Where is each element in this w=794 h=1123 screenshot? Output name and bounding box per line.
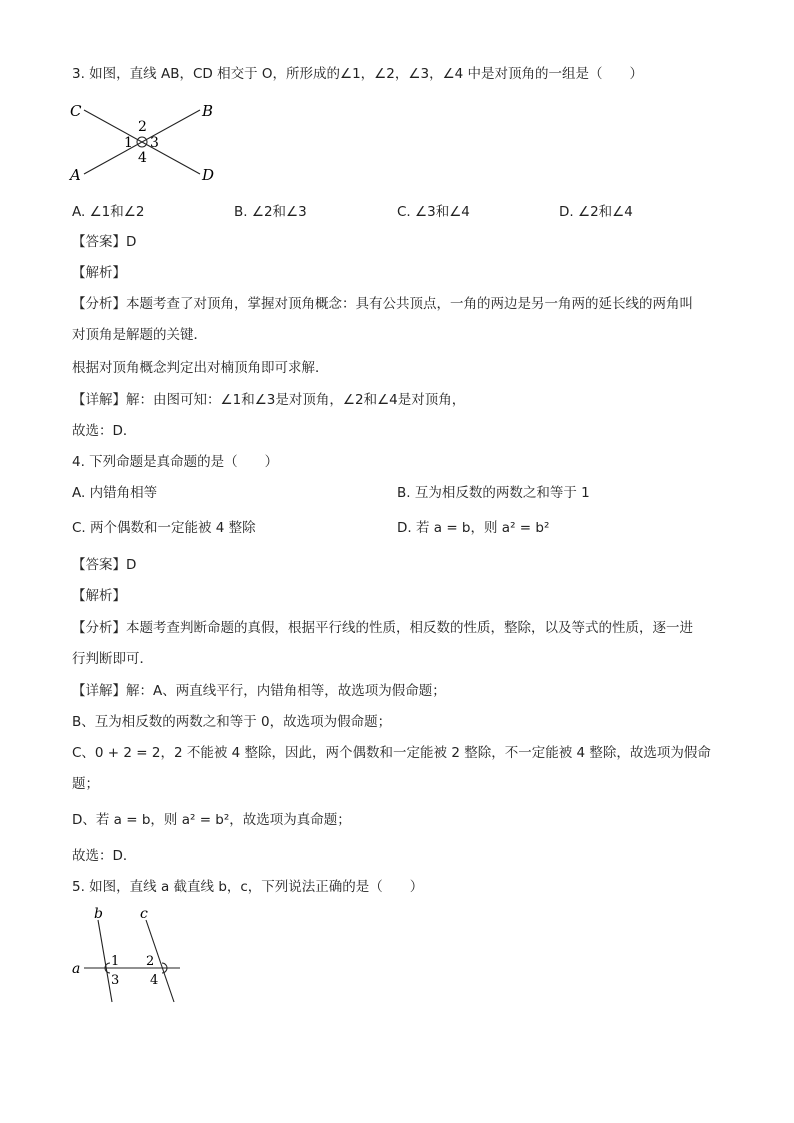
q3-choose: 故选：D． (72, 423, 137, 439)
q5-label-a: a (72, 961, 81, 977)
q3-angle-3: 3 (150, 135, 159, 151)
q5-angle-2: 2 (146, 954, 155, 969)
q3-angle-4: 4 (138, 150, 147, 166)
q5-angle-4: 4 (150, 973, 159, 988)
q4-option-d: D. 若 a = b，则 a² = b² (397, 520, 550, 536)
q4-answer: 【答案】D (72, 557, 137, 573)
q4-detail-line-4: 题； (72, 776, 99, 792)
q3-analysis-heading: 【解析】 (72, 265, 126, 281)
q3-option-d: D. ∠2和∠4 (559, 204, 633, 220)
q3-angle-2: 2 (138, 119, 147, 135)
q3-label-a: A (70, 166, 81, 184)
q5-angle-1: 1 (111, 954, 120, 969)
q5-stem: 5. 如图，直线 a 截直线 b，c，下列说法正确的是（ ） (72, 879, 424, 895)
q3-analysis-line-1: 【分析】本题考查了对顶角，掌握对顶角概念：具有公共顶点，一角的两边是另一角两的延长线的两角叫 (72, 296, 693, 312)
q4-detail-line-1: 【详解】解：A、两直线平行，内错角相等，故选项为假命题； (72, 683, 446, 699)
q4-choose: 故选：D． (72, 848, 137, 864)
q3-analysis-line-3: 根据对顶角概念判定出对楠顶角即可求解． (72, 360, 329, 376)
q3-angle-1: 1 (124, 135, 133, 151)
q3-figure (66, 98, 226, 184)
q4-option-a: A. 内错角相等 (72, 485, 158, 501)
q5-figure (68, 904, 198, 1008)
q3-stem: 3. 如图，直线 AB，CD 相交于 O，所形成的∠1，∠2，∠3，∠4 中是对顶角的一组是（ ） (72, 66, 644, 82)
q3-option-b: B. ∠2和∠3 (234, 204, 307, 220)
q4-detail-line-5: D、若 a = b，则 a² = b²，故选项为真命题； (72, 812, 351, 828)
q4-option-b: B. 互为相反数的两数之和等于 1 (397, 485, 590, 501)
q5-label-b: b (94, 906, 103, 922)
q4-stem: 4. 下列命题是真命题的是（ ） (72, 454, 279, 470)
q5-label-c: c (140, 906, 148, 922)
q3-answer: 【答案】D (72, 234, 137, 250)
q4-detail-line-3: C、0 + 2 = 2，2 不能被 4 整除，因此，两个偶数和一定能被 2 整除，不一定能被 4 整除，故选项为假命 (72, 745, 711, 761)
q4-detail-line-2: B、互为相反数的两数之和等于 0，故选项为假命题； (72, 714, 392, 730)
q4-analysis-line-2: 行判断即可． (72, 651, 153, 667)
q3-label-d: D (202, 166, 215, 184)
q4-analysis-heading: 【解析】 (72, 588, 126, 604)
q3-label-c: C (70, 102, 82, 120)
q5-angle-3: 3 (111, 973, 120, 988)
q4-analysis-line-1: 【分析】本题考查判断命题的真假，根据平行线的性质，相反数的性质，整除，以及等式的性质，逐一进 (72, 620, 693, 636)
q3-analysis-line-2: 对顶角是解题的关键． (72, 327, 207, 343)
q3-label-b: B (202, 102, 214, 120)
q3-option-a: A. ∠1和∠2 (72, 204, 145, 220)
q3-detail: 【详解】解：由图可知：∠1和∠3是对顶角，∠2和∠4是对顶角， (72, 392, 466, 408)
q4-option-c: C. 两个偶数和一定能被 4 整除 (72, 520, 256, 536)
q3-option-c: C. ∠3和∠4 (397, 204, 470, 220)
